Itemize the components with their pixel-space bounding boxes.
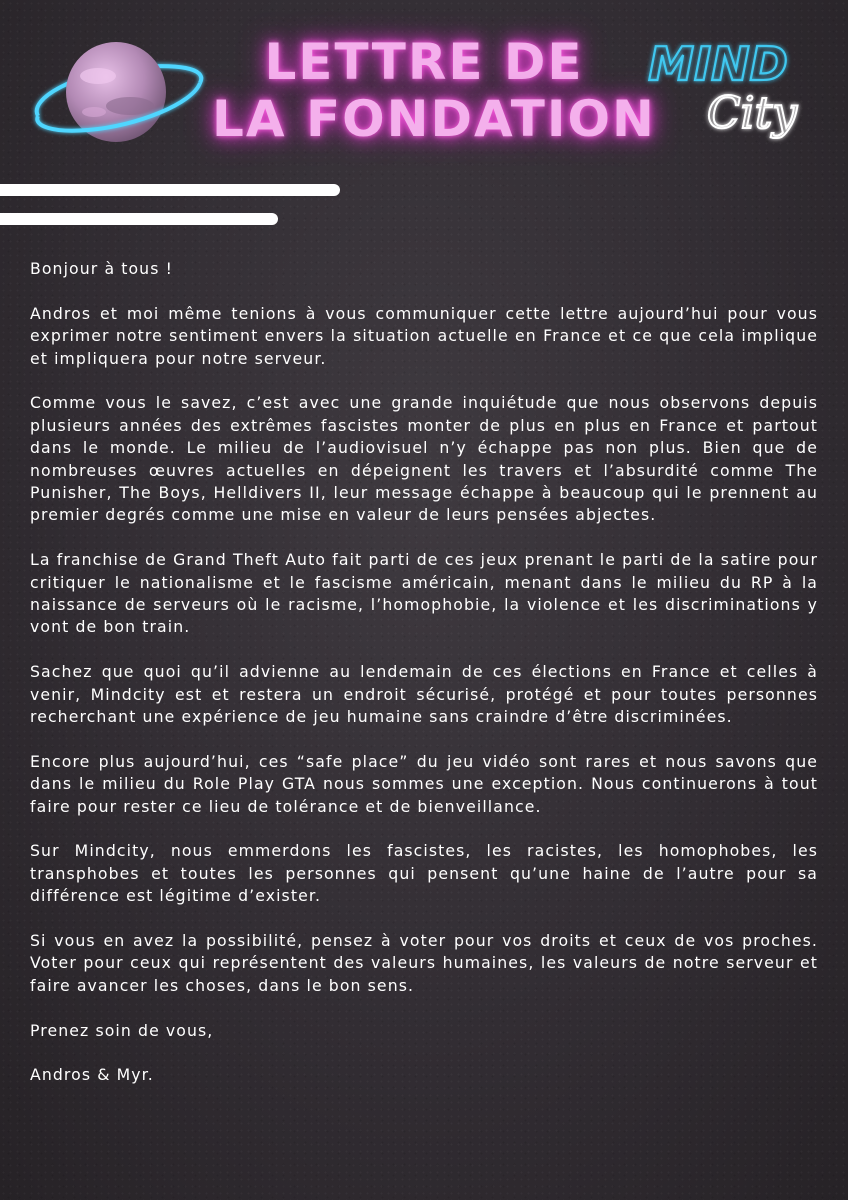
logo-city-text: City bbox=[706, 88, 798, 139]
letter-paragraph: Encore plus aujourd’hui, ces “safe place” du jeu vidéo sont rares et nous savons que dans le milieu du Role Play GTA nous sommes une exception. Nous continuerons à tout faire pour rester ce lieu de tolérance et de bienveillance. bbox=[30, 751, 818, 816]
letter-greeting: Bonjour à tous ! bbox=[30, 259, 173, 278]
letter-paragraph: Sur Mindcity, nous emmerdons les fascistes, les racistes, les homophobes, les transphobes et toutes les personnes qui pensent qu’une haine de l’autre pour sa différence est légitime d’exister. bbox=[30, 841, 818, 906]
planet-icon bbox=[18, 28, 218, 148]
title-line-2: LA FONDATION bbox=[212, 90, 656, 148]
decorative-stripe-top bbox=[0, 184, 340, 196]
letter-paragraph: La franchise de Grand Theft Auto fait parti de ces jeux prenant le parti de la satire pour critiquer le nationalisme et le fascisme américain, menant dans le milieu du RP à la naissance de serveurs où le racisme, l’homophobie, la violence et les discriminations y vont de bon train. bbox=[30, 550, 818, 637]
letter-paragraph: Comme vous le savez, c’est avec une grande inquiétude que nous observons depuis plusieurs années des extrêmes fascistes monter de plus en plus en France et partout dans le monde. Le milieu de l’audiovisuel n’y échappe pas non plus. Bien que de nombreuses œuvres actuelles en dépeignent les travers et l’absurdité comme The Punisher, The Boys, Helldivers II, leur message échappe à beaucoup qui le prennent au premier degrés comme une mise en valeur de leurs pensées abjectes. bbox=[30, 393, 818, 525]
decorative-stripe-bottom bbox=[0, 213, 278, 225]
letter-body bbox=[30, 258, 818, 1109]
letter-paragraph: Si vous en avez la possibilité, pensez à voter pour vos droits et ceux de vos proches. Voter pour ceux qui représentent des valeurs humaines, les valeurs de notre serveur et faire avancer les choses, dans le bon sens. bbox=[30, 931, 818, 995]
letter-paragraph: Sachez que quoi qu’il advienne au lendemain de ces élections en France et celles à venir, Mindcity est et restera un endroit sécurisé, protégé et pour toutes personnes recherchant une expérience de jeu humaine sans craindre d’être discriminées. bbox=[30, 662, 818, 727]
mindcity-logo bbox=[614, 30, 828, 150]
letter-closing: Prenez soin de vous, bbox=[30, 1020, 214, 1040]
letter-paragraph: Andros et moi même tenions à vous communiquer cette lettre aujourd’hui pour vous exprimer notre sentiment envers la situation actuelle en France et ce que cela implique et impliquera pour notre serveur. bbox=[30, 303, 818, 368]
page-title bbox=[212, 33, 656, 148]
logo-mind-text: MIND bbox=[648, 37, 788, 91]
letter-signature: Andros & Myr. bbox=[30, 1065, 154, 1085]
title-line-1: LETTRE DE bbox=[264, 33, 584, 91]
